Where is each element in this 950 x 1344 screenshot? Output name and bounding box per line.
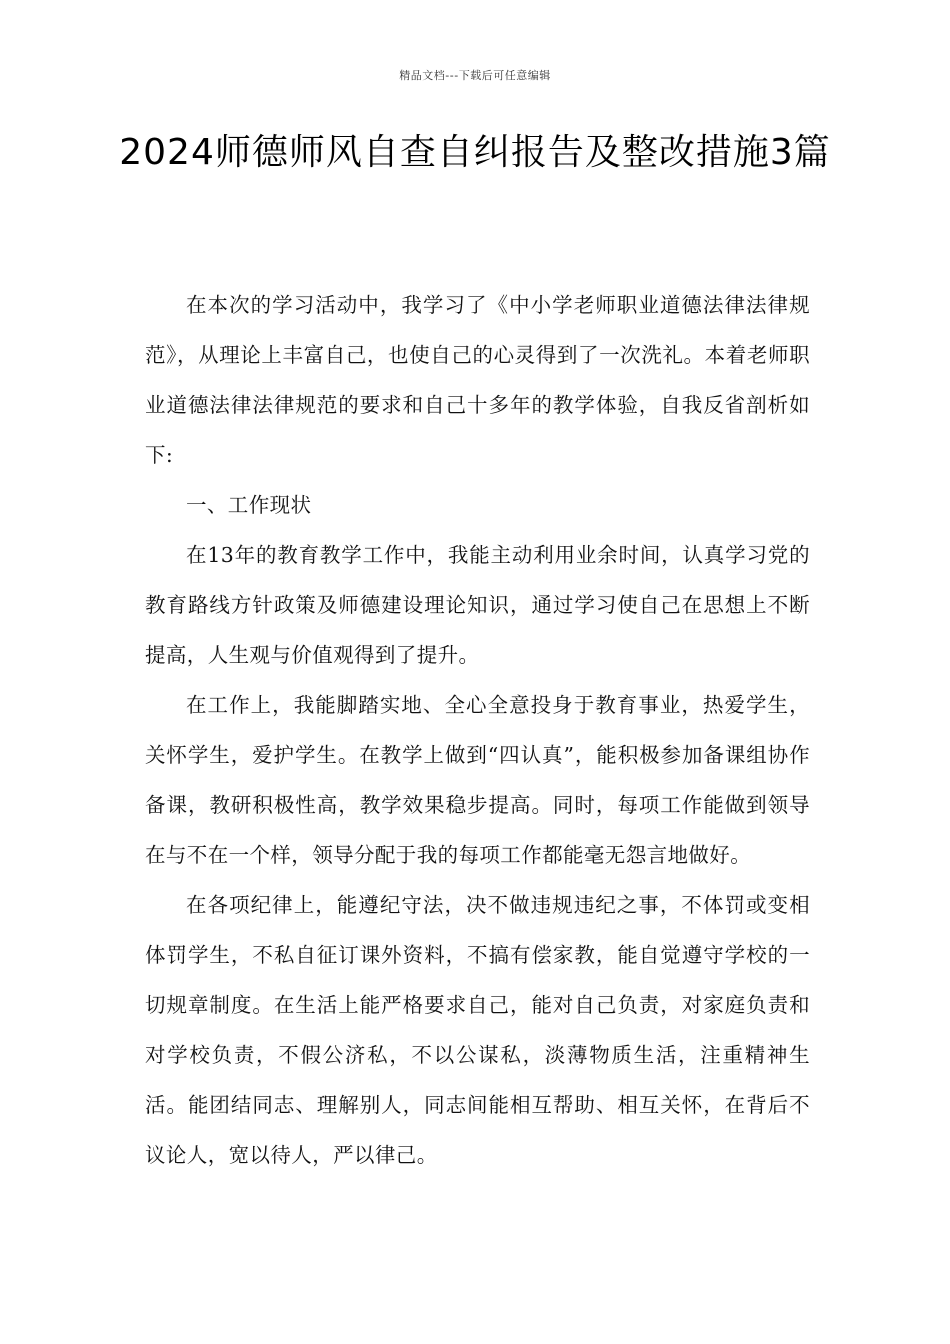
paragraph-discipline: 在各项纪律上，能遵纪守法，决不做违规违纪之事，不体罚或变相体罚学生，不私自征订课外资料，不搞有偿家教，能自觉遵守学校的一切规章制度。在生活上能严格要求自己，能对自己负责，对家庭负责和对学校负责，不假公济私，不以公谋私，淡薄物质生活，注重精神生活。能团结同志、理解别人，同志间能相互帮助、相互关怀，在背后不议论人，宽以待人，严以律己。 — [145, 893, 810, 1167]
section-heading-work-status: 一、工作现状 — [186, 493, 312, 517]
document-body — [145, 280, 810, 1180]
paragraph-work: 在工作上，我能脚踏实地、全心全意投身于教育事业，热爱学生，关怀学生，爱护学生。在教学上做到“四认真”，能积极参加备课组协作备课，教研积极性高，教学效果稳步提高。同时，每项工作能做到领导在与不在一个样，领导分配于我的每项工作都能毫无怨言地做好。 — [145, 693, 810, 867]
document-title: 2024师德师风自查自纠报告及整改措施3篇 — [119, 132, 831, 173]
header-note: 精品文档---下载后可任意编辑 — [399, 69, 551, 82]
paragraph-study: 在13年的教育教学工作中，我能主动利用业余时间，认真学习党的教育路线方针政策及师德建设理论知识，通过学习使自己在思想上不断提高，人生观与价值观得到了提升。 — [145, 543, 810, 667]
paragraph-intro: 在本次的学习活动中，我学习了《中小学老师职业道德法律法律规范》，从理论上丰富自己，也使自己的心灵得到了一次洗礼。本着老师职业道德法律法律规范的要求和自己十多年的教学体验，自我反省剖析如下: — [145, 293, 810, 467]
